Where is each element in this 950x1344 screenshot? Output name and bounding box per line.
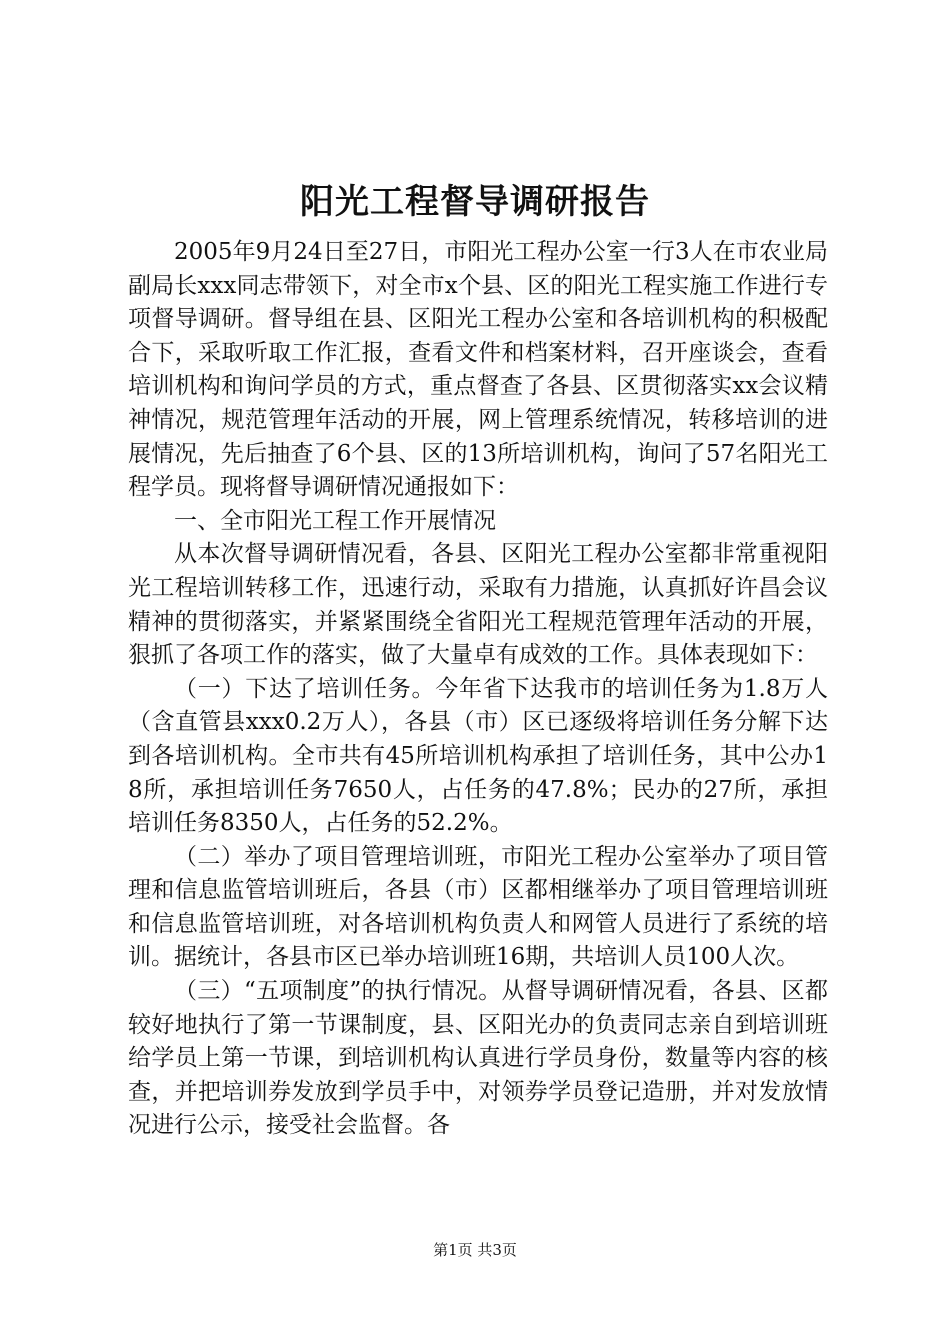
paragraph-overview: 从本次督导调研情况看，各县、区阳光工程办公室都非常重视阳光工程培训转移工作，迅速行动，采取有力措施，认真抓好许昌会议精神的贯彻落实，并紧紧围绕全省阳光工程规范管理年活动的开展，狠抓了各项工作的落实，做了大量卓有成效的工作。具体表现如下： bbox=[128, 541, 828, 669]
page-number-footer: 第1页 共3页 bbox=[433, 1241, 517, 1259]
paragraph-item-2: （二）举办了项目管理培训班，市阳光工程办公室举办了项目管理和信息监管培训班后，各县（市）区都相继举办了项目管理培训班和信息监管培训班，对各培训机构负责人和网管人员进行了系统的培训。据统计，各县市区已举办培训班16期，共培训人员100人次。 bbox=[128, 843, 828, 971]
document-title: 阳光工程督导调研报告 bbox=[300, 182, 650, 222]
document-body bbox=[128, 236, 828, 1143]
paragraph-item-1: （一）下达了培训任务。今年省下达我市的培训任务为1.8万人（含直管县xxx0.2万人），各县（市）区已逐级将培训任务分解下达到各培训机构。全市共有45所培训机构承担了培训任务，其中公办18所，承担培训任务7650人，占任务的47.8%；民办的27所，承担培训任务8350人，占任务的52.2%。 bbox=[128, 675, 828, 837]
paragraph-item-3: （三）“五项制度”的执行情况。从督导调研情况看，各县、区都较好地执行了第一节课制度，县、区阳光办的负责同志亲自到培训班给学员上第一节课，到培训机构认真进行学员身份，数量等内容的核查，并把培训券发放到学员手中，对领券学员登记造册，并对发放情况进行公示，接受社会监督。各 bbox=[128, 978, 828, 1139]
section-heading: 一、全市阳光工程工作开展情况 bbox=[174, 507, 496, 534]
paragraph-intro: 2005年9月24日至27日，市阳光工程办公室一行3人在市农业局副局长xxx同志带领下，对全市x个县、区的阳光工程实施工作进行专项督导调研。督导组在县、区阳光工程办公室和各培训机构的积极配合下，采取听取工作汇报，查看文件和档案材料，召开座谈会，查看培训机构和询问学员的方式，重点督查了各县、区贯彻落实xx会议精神情况，规范管理年活动的开展，网上管理系统情况，转移培训的进展情况，先后抽查了6个县、区的13所培训机构，询问了57名阳光工程学员。现将督导调研情况通报如下： bbox=[128, 239, 828, 501]
